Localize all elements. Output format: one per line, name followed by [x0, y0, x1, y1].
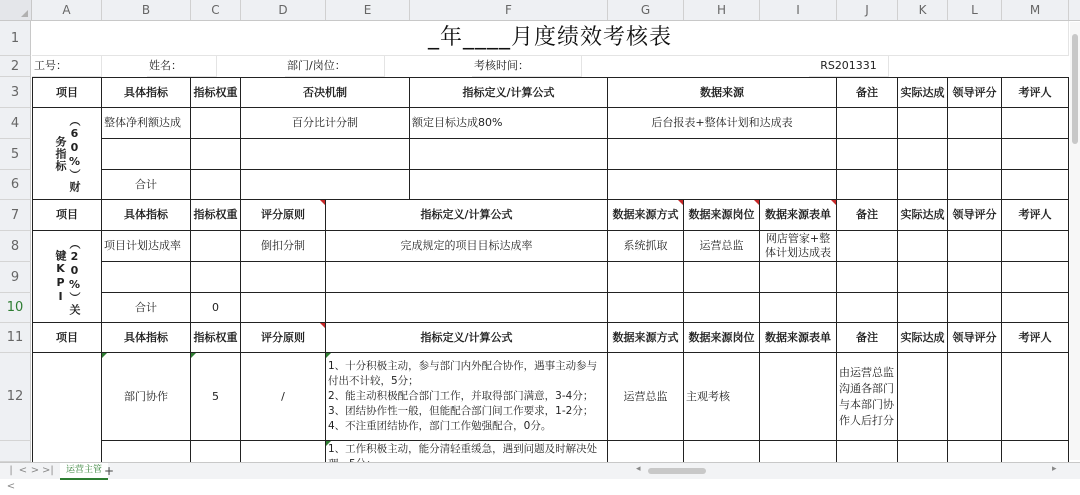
header-b-src-method-text: 数据来源方式	[612, 208, 679, 221]
last-sheet-button[interactable]: >|	[42, 465, 54, 476]
cell-i13[interactable]	[760, 441, 837, 463]
header-b-weight[interactable]: 指标权重	[191, 200, 241, 231]
header-veto[interactable]: 否决机制	[241, 77, 410, 108]
row-header-2[interactable]: 2	[0, 56, 31, 77]
cell-i12[interactable]	[760, 353, 837, 441]
header-c-src-method[interactable]: 数据来源方式	[608, 323, 684, 353]
row-header-4[interactable]: 4	[0, 108, 31, 139]
employee-id-label[interactable]: 工号：	[32, 56, 102, 77]
column-header-g[interactable]: G	[608, 0, 684, 20]
row-header-10[interactable]: 10	[0, 293, 31, 323]
cell-m12[interactable]	[1002, 353, 1069, 441]
header-b-src-post[interactable]	[684, 200, 760, 231]
row-header-11[interactable]: 11	[0, 323, 31, 353]
header-c-reviewer[interactable]: 考评人	[1002, 323, 1069, 353]
cell-d6[interactable]	[241, 170, 410, 200]
collab-definition[interactable]	[326, 353, 608, 441]
financial-group-cell[interactable]	[32, 108, 102, 200]
cell-d9[interactable]	[241, 262, 326, 293]
financial-indicator[interactable]: 整体净利额达成	[102, 108, 191, 139]
cell-h13[interactable]	[684, 441, 760, 463]
comment-marker[interactable]	[754, 200, 759, 205]
cell-k5[interactable]	[898, 139, 948, 170]
row-header-3[interactable]: 3	[0, 77, 31, 108]
column-header-b[interactable]: B	[102, 0, 191, 20]
header-c-item[interactable]: 项目	[32, 323, 102, 353]
cell-k8[interactable]	[898, 231, 948, 262]
cell-l9[interactable]	[948, 262, 1002, 293]
header-c-indicator[interactable]: 具体指标	[102, 323, 191, 353]
cell-d13[interactable]	[241, 441, 326, 463]
cell-g13[interactable]	[608, 441, 684, 463]
note-marker	[326, 441, 331, 446]
cell-c9[interactable]	[191, 262, 241, 293]
kpi-group-cell[interactable]	[32, 231, 102, 323]
kpi-group-label: （20%）关键KPI	[54, 237, 81, 316]
column-header-j[interactable]: J	[837, 0, 898, 20]
note-marker	[326, 353, 331, 358]
cell-c4[interactable]	[191, 108, 241, 139]
vertical-scrollbar[interactable]	[1070, 22, 1080, 460]
collab-principle[interactable]: /	[241, 353, 326, 441]
collab-src-method[interactable]: 运营总监	[608, 353, 684, 441]
cell-k6[interactable]	[898, 170, 948, 200]
cell-a12[interactable]	[32, 353, 102, 463]
next-sheet-button[interactable]: >	[30, 465, 40, 476]
horizontal-scrollbar[interactable]	[620, 464, 1060, 475]
row-header-7[interactable]: 7	[0, 200, 31, 231]
cell-m9[interactable]	[1002, 262, 1069, 293]
cell-k10[interactable]	[898, 293, 948, 323]
sheet-tab-active[interactable]: 运营主管	[60, 463, 108, 480]
cell-l5[interactable]	[948, 139, 1002, 170]
cell-m10[interactable]	[1002, 293, 1069, 323]
horizontal-scroll-thumb[interactable]	[648, 468, 706, 474]
column-header-e[interactable]: E	[326, 0, 410, 20]
cell-m6[interactable]	[1002, 170, 1069, 200]
kpi-definition[interactable]: 完成规定的项目目标达成率	[326, 231, 608, 262]
row-header-8[interactable]: 8	[0, 231, 31, 262]
cell-b9[interactable]	[102, 262, 191, 293]
header-b-principle[interactable]	[241, 200, 326, 231]
cell-j5[interactable]	[837, 139, 898, 170]
collab-remark[interactable]: 由运营总监沟通各部门与本部门协作人后打分	[837, 353, 898, 441]
select-all-corner[interactable]	[0, 0, 32, 20]
row-header-9[interactable]: 9	[0, 262, 31, 293]
header-b-src-form[interactable]	[760, 200, 837, 231]
collab-weight[interactable]	[191, 353, 241, 441]
comment-marker[interactable]	[320, 323, 325, 328]
header-c-principle-text: 评分原则	[261, 330, 305, 344]
name-label[interactable]: 姓名：	[147, 56, 217, 77]
column-header-d[interactable]: D	[241, 0, 326, 20]
sheet-tab-bar	[0, 462, 1080, 492]
kpi-subtotal-weight[interactable]: 0	[191, 293, 241, 323]
cell-j8[interactable]	[837, 231, 898, 262]
add-sheet-button[interactable]: +	[104, 464, 115, 478]
collab-src-post[interactable]: 主观考核	[684, 353, 760, 441]
header-b-indicator[interactable]: 具体指标	[102, 200, 191, 231]
scroll-left-icon[interactable]: ◂	[636, 464, 641, 474]
cell-j6[interactable]	[837, 170, 898, 200]
header-c-remark[interactable]: 备注	[837, 323, 898, 353]
row-header-5[interactable]: 5	[0, 139, 31, 170]
header-b-leader[interactable]: 领导评分	[948, 200, 1002, 231]
row-header-6[interactable]: 6	[0, 170, 31, 200]
cell-b13[interactable]	[102, 441, 191, 463]
financial-group-label: （60%）财务指标	[54, 114, 81, 193]
cell-m8[interactable]	[1002, 231, 1069, 262]
column-header-l[interactable]: L	[948, 0, 1002, 20]
header-indicator[interactable]: 具体指标	[102, 77, 191, 108]
cell-c5[interactable]	[191, 139, 241, 170]
header-remark[interactable]: 备注	[837, 77, 898, 108]
header-reviewer[interactable]: 考评人	[1002, 77, 1069, 108]
cell-l10[interactable]	[948, 293, 1002, 323]
header-b-reviewer[interactable]: 考评人	[1002, 200, 1069, 231]
kpi-src-method[interactable]: 系统抓取	[608, 231, 684, 262]
collab-weight-text: 5	[212, 389, 219, 403]
cell-g10[interactable]	[608, 293, 684, 323]
financial-source[interactable]: 后台报表+整体计划和达成表	[608, 108, 837, 139]
scroll-right-icon[interactable]: ▸	[1052, 464, 1057, 474]
cell-g6[interactable]	[608, 170, 837, 200]
column-header-a[interactable]: A	[32, 0, 102, 20]
cell-i9[interactable]	[760, 262, 837, 293]
header-b-src-post-text: 数据来源岗位	[688, 208, 755, 221]
cell-m13[interactable]	[1002, 441, 1069, 463]
kpi-subtotal[interactable]: 合计	[102, 293, 191, 323]
r13-definition[interactable]	[326, 441, 608, 463]
cell-c8[interactable]	[191, 231, 241, 262]
cell-d10[interactable]	[241, 293, 326, 323]
cell-l12[interactable]	[948, 353, 1002, 441]
column-header-h[interactable]: H	[684, 0, 760, 20]
header-b-remark[interactable]: 备注	[837, 200, 898, 231]
cell-k12[interactable]	[898, 353, 948, 441]
sheet-title[interactable]: _年____月度绩效考核表	[32, 21, 1069, 56]
header-c-src-form[interactable]: 数据来源表单	[760, 323, 837, 353]
financial-subtotal[interactable]: 合计	[102, 170, 191, 200]
kpi-principle[interactable]: 倒扣分制	[241, 231, 326, 262]
header-c-definition[interactable]: 指标定义/计算公式	[326, 323, 608, 353]
header-weight[interactable]: 指标权重	[191, 77, 241, 108]
cell-m5[interactable]	[1002, 139, 1069, 170]
cell-l13[interactable]	[948, 441, 1002, 463]
row-header-1[interactable]: 1	[0, 21, 31, 56]
collab-indicator-text: 部门协作	[124, 389, 168, 403]
cell-k4[interactable]	[898, 108, 948, 139]
cell-j13[interactable]	[837, 441, 898, 463]
kpi-indicator[interactable]: 项目计划达成率	[102, 231, 191, 262]
header-c-actual[interactable]: 实际达成	[898, 323, 948, 353]
header-c-src-post[interactable]: 数据来源岗位	[684, 323, 760, 353]
column-header-c[interactable]: C	[191, 0, 241, 20]
cell-j10[interactable]	[837, 293, 898, 323]
comment-marker[interactable]	[320, 200, 325, 205]
header-b-principle-text: 评分原则	[261, 208, 305, 221]
cell-m4[interactable]	[1002, 108, 1069, 139]
financial-veto[interactable]: 百分比计分制	[241, 108, 410, 139]
first-sheet-button[interactable]: |<	[6, 465, 16, 492]
cell-h10[interactable]	[684, 293, 760, 323]
comment-marker[interactable]	[831, 200, 836, 205]
cell-f9[interactable]	[326, 262, 608, 293]
dept-label[interactable]: 部门/岗位：	[285, 56, 385, 77]
note-marker	[102, 353, 107, 358]
period-label[interactable]: 考核时间：	[472, 56, 582, 77]
header-b-actual[interactable]: 实际达成	[898, 200, 948, 231]
header-item[interactable]: 项目	[32, 77, 102, 108]
form-code[interactable]: RS201331	[809, 56, 889, 77]
cell-k13[interactable]	[898, 441, 948, 463]
cell-f5[interactable]	[410, 139, 608, 170]
vertical-scroll-thumb[interactable]	[1072, 34, 1078, 144]
header-c-weight[interactable]: 指标权重	[191, 323, 241, 353]
cell-f6[interactable]	[410, 170, 608, 200]
cell-l8[interactable]	[948, 231, 1002, 262]
cell-c13[interactable]	[191, 441, 241, 463]
cell-g9[interactable]	[608, 262, 684, 293]
header-definition[interactable]: 指标定义/计算公式	[410, 77, 608, 108]
header-b-definition[interactable]: 指标定义/计算公式	[326, 200, 608, 231]
cell-b5[interactable]	[102, 139, 191, 170]
row-header-13[interactable]	[0, 441, 31, 462]
header-b-src-form-text: 数据来源表单	[765, 208, 831, 221]
cell-l4[interactable]	[948, 108, 1002, 139]
column-header-m[interactable]: M	[1002, 0, 1069, 20]
row-header-12[interactable]: 12	[0, 353, 31, 441]
note-marker	[191, 353, 196, 358]
header-leader-score[interactable]: 领导评分	[948, 77, 1002, 108]
column-header-k[interactable]: K	[898, 0, 948, 20]
kpi-src-post[interactable]: 运营总监	[684, 231, 760, 262]
collab-definition-text: 1、十分积极主动，参与部门内外配合协作，遇事主动参与付出不计较，5分； 2、能主动积极配合部门工作，并取得部门满意，3-4分； 3、团结协作性一般，但能配合部门间工作要求，1-2分； 4、不注重团结协作，部门工作勉强配合，0分。	[328, 360, 598, 432]
kpi-src-form[interactable]: 网店管家+整体计划达成表	[760, 231, 837, 262]
column-header-i[interactable]: I	[760, 0, 837, 20]
header-source[interactable]: 数据来源	[608, 77, 837, 108]
comment-marker[interactable]	[678, 200, 683, 205]
cell-j4[interactable]	[837, 108, 898, 139]
collab-indicator[interactable]	[102, 353, 191, 441]
cell-i10[interactable]	[760, 293, 837, 323]
header-actual[interactable]: 实际达成	[898, 77, 948, 108]
prev-sheet-button[interactable]: <	[18, 465, 28, 476]
cell-k9[interactable]	[898, 262, 948, 293]
header-c-leader[interactable]: 领导评分	[948, 323, 1002, 353]
cell-c6[interactable]	[191, 170, 241, 200]
cell-g5[interactable]	[608, 139, 837, 170]
header-b-item[interactable]: 项目	[32, 200, 102, 231]
cell-l6[interactable]	[948, 170, 1002, 200]
header-b-src-method[interactable]	[608, 200, 684, 231]
cell-j9[interactable]	[837, 262, 898, 293]
cell-d5[interactable]	[241, 139, 410, 170]
cell-h9[interactable]	[684, 262, 760, 293]
cell-f10[interactable]	[326, 293, 608, 323]
header-c-principle[interactable]	[241, 323, 326, 353]
column-header-f[interactable]: F	[410, 0, 608, 20]
r13-definition-text: 1、工作积极主动，能分清轻重缓急，遇到问题及时解决处	[328, 443, 598, 455]
financial-definition[interactable]: 额定目标达成80%	[410, 108, 608, 139]
